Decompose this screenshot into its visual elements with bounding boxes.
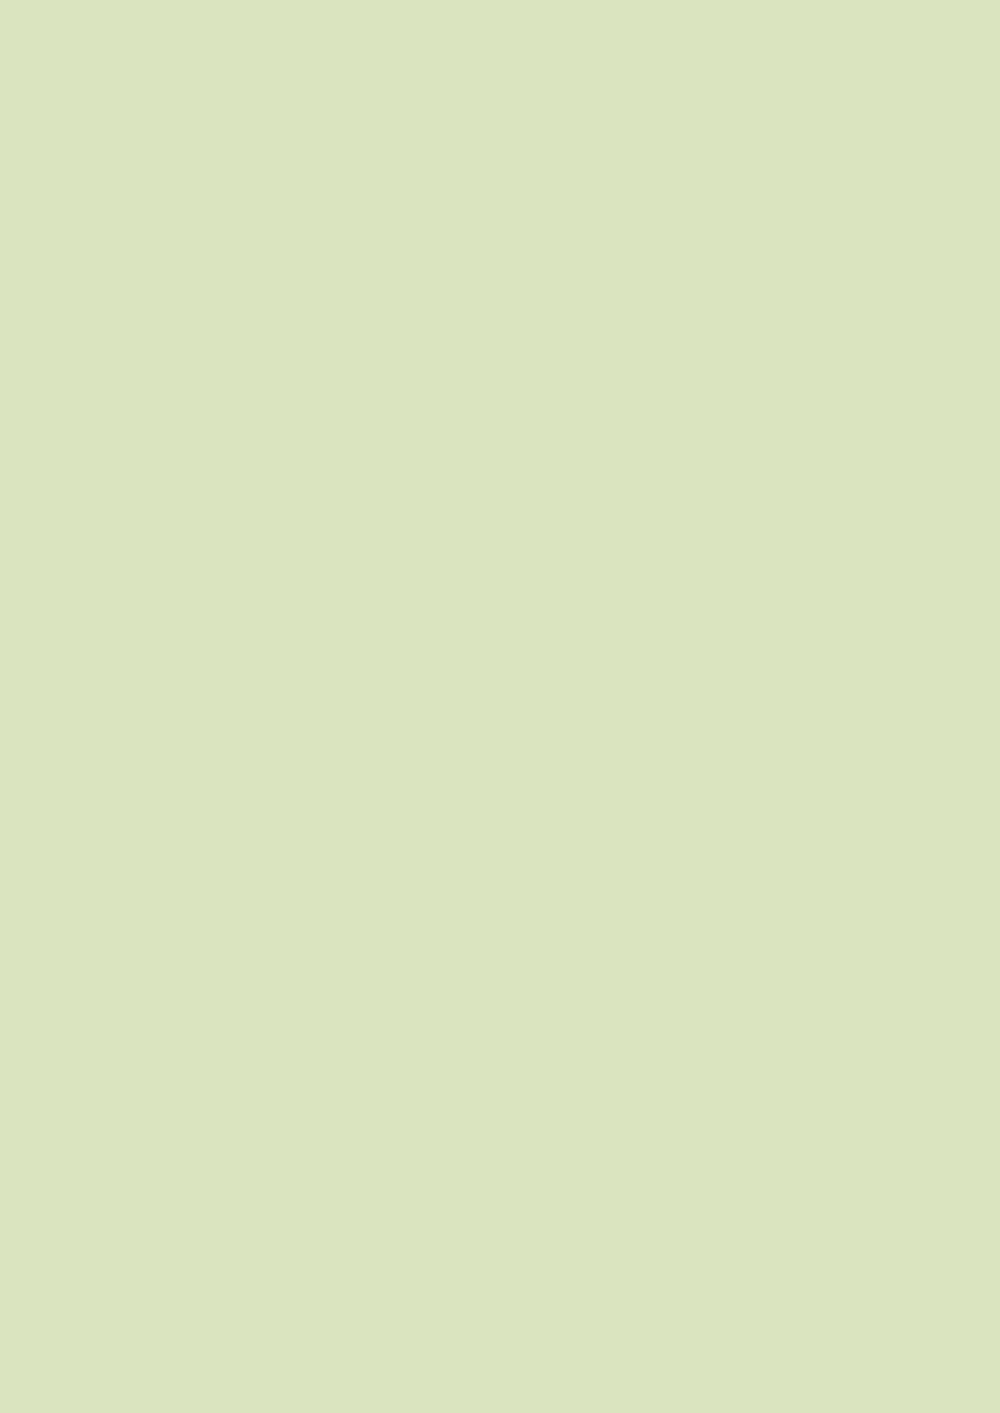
pencil-border-bottom [40,1340,960,1368]
logo-letter [700,1387,711,1396]
pencil-border-top [40,38,960,66]
logo-letter [712,1377,723,1386]
pencil-border-left [40,66,68,1340]
logo-letter [712,1387,723,1396]
logo-icon [700,1377,722,1407]
liveworksheets-logo [700,1374,726,1410]
pencil-border-right [932,66,960,1340]
logo-letter [700,1377,711,1386]
pencil-border [40,38,960,1368]
